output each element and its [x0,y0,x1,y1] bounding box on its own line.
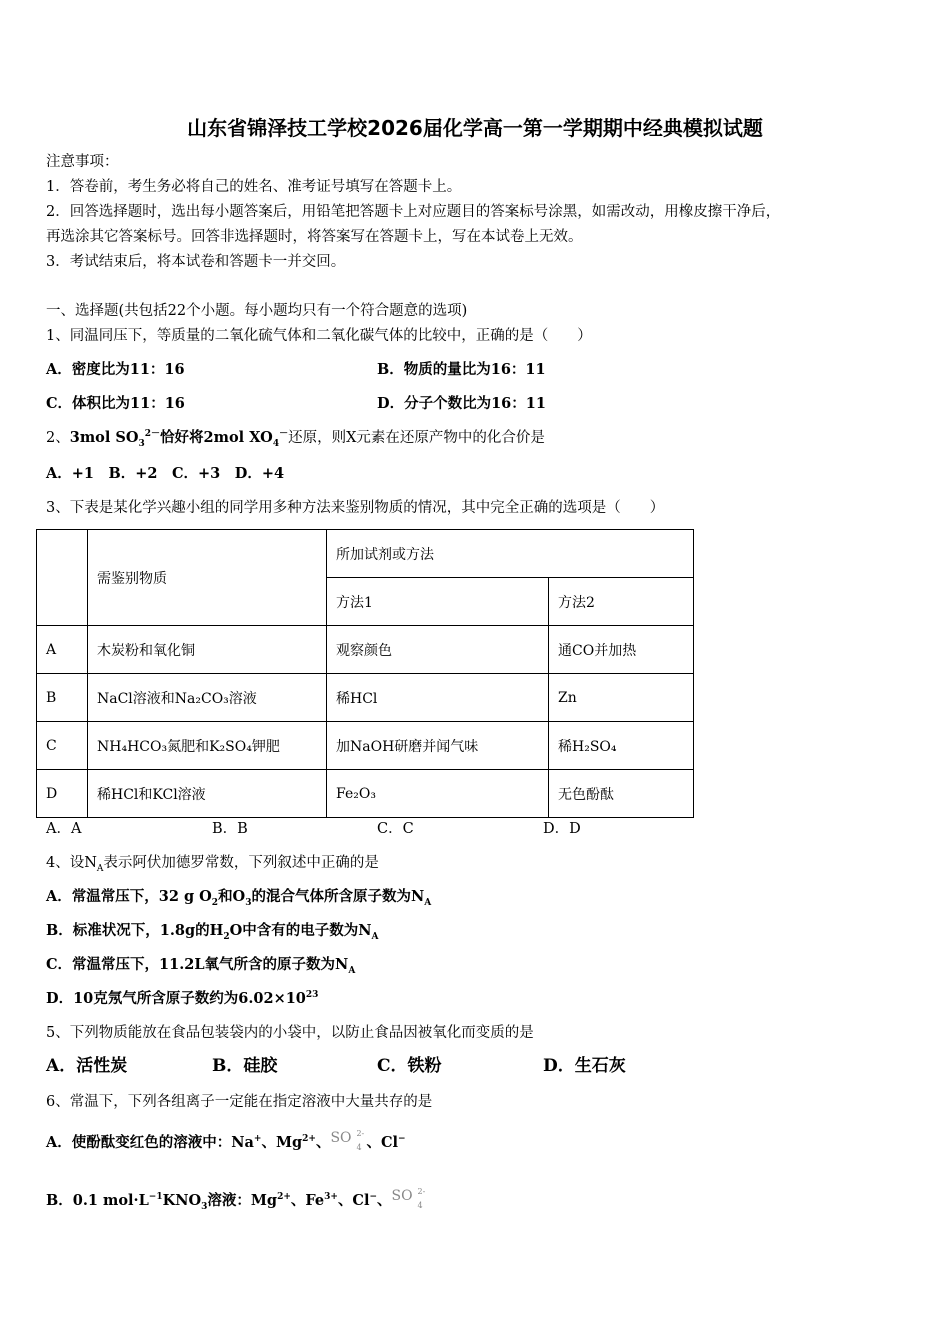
q4-option-d [46,989,318,1009]
q4-a-sub3: A [424,897,432,908]
table-row [37,722,694,770]
q2-sup1: 2－ [144,429,161,440]
table-row [37,770,694,818]
q4-c-sub: A [348,965,356,976]
sulfate-ion-subscript: 4 [417,1201,423,1210]
q1-option-c: C．体积比为11：16 [46,395,185,412]
notice-item-2-cont: 再选涂其它答案标号。回答非选择题时，将答案写在答题卡上，写在本试卷上无效。 [46,229,583,245]
table-row [37,674,694,722]
q2-stem [46,428,545,448]
notice-heading: 注意事项： [46,154,119,170]
q3-head-substance: 需鉴别物质 [88,530,327,626]
q2-part2: 恰好将2mol XO [160,429,273,446]
q4-a-text1: A．常温常压下，32 g O [46,888,212,905]
q4-a-sub1: 2 [211,897,219,908]
q3-stem: 3、下表是某化学兴趣小组的同学用多种方法来鉴别物质的情况，其中完全正确的选项是（ ） [46,500,665,516]
q3-option-c: C．C [377,821,414,837]
q3-head-method-1: 方法1 [327,578,549,626]
q4-stem-part1: 4、设N [46,855,97,871]
q4-a-sub2: 3 [245,897,252,908]
q1-option-d: D．分子个数比为16：11 [377,395,546,412]
q4-c-text: C．常温常压下，11.2L氧气所含的原子数为N [46,956,349,973]
q4-a-text2: 和O [218,888,246,905]
notice-item-2: 2．回答选择题时，选出每小题答案后，用铅笔把答题卡上对应题目的答案标号涂黑，如需改动，用橡皮擦干净后， [46,204,781,220]
q6-b-text2: KNO [162,1192,202,1209]
q3-row-key: B [37,674,88,722]
q6-b-text5: 、Cl [337,1192,370,1209]
q4-b-sub2: A [371,931,379,942]
q2-part3: 还原，则X元素在还原产物中的化合价是 [288,430,545,446]
q2-sub2: 4 [272,438,280,449]
q6-b-sup2: 3+ [324,1192,338,1203]
q4-stem [46,853,379,873]
q4-option-c [46,955,355,975]
q6-a-sup3: − [398,1134,406,1145]
notice-item-3: 3．考试结束后，将本试卷和答题卡一并交回。 [46,254,346,270]
q3-row-method-2: 无色酚酞 [549,770,694,818]
q3-row-substance: NH₄HCO₃氮肥和K₂SO₄钾肥 [88,722,327,770]
sulfate-ion-symbol: SO [330,1130,352,1146]
q4-option-b [46,921,378,941]
q3-option-b: B．B [212,821,248,837]
q5-option-c: C．铁粉 [377,1056,442,1076]
q6-a-text1: A．使酚酞变红色的溶液中：Na [46,1134,254,1151]
q3-row-method-1: 稀HCl [327,674,549,722]
q6-a-sep: 、 [315,1134,331,1151]
q5-option-a: A．活性炭 [46,1056,128,1076]
q6-a-sup1: + [253,1134,262,1145]
q3-option-a: A．A [46,821,82,837]
q4-b-sub1: 2 [223,931,230,942]
q4-b-text1: B．标准状况下，1.8g的H [46,922,224,939]
q3-row-method-2: 通CO并加热 [549,626,694,674]
q6-b-text4: 、Fe [290,1192,325,1209]
q4-stem-part2: 表示阿伏加德罗常数，下列叙述中正确的是 [103,855,379,871]
q4-a-text3: 的混合气体所含原子数为N [251,888,425,905]
q3-row-substance: NaCl溶液和Na₂CO₃溶液 [88,674,327,722]
q2-options: A．+1 B．+2 C．+3 D．+4 [46,465,285,482]
table-row [37,626,694,674]
q2-sub1: 3 [138,438,145,449]
q3-row-method-1: Fe₂O₃ [327,770,549,818]
sulfate-ion-charge: 2- [417,1187,426,1196]
q3-table-corner [37,530,88,626]
sulfate-ion-charge: 2- [356,1129,365,1138]
q2-part1: 3mol SO [69,429,139,446]
q3-head-method: 所加试剂或方法 [327,530,694,578]
q5-option-d: D．生石灰 [543,1056,626,1076]
q3-row-method-2: Zn [549,674,694,722]
q4-option-a [46,887,431,907]
q3-row-substance: 稀HCl和KCl溶液 [88,770,327,818]
section-heading: 一、选择题(共包括22个小题。每小题均只有一个符合题意的选项) [46,303,468,319]
q4-d-sup: 23 [305,990,319,1001]
q6-b-text1: B．0.1 mol·L [46,1192,149,1209]
q6-a-text3: 、Cl [366,1134,399,1151]
q6-b-text3: 溶液：Mg [207,1192,278,1209]
sulfate-ion-symbol: SO [391,1188,413,1204]
q4-d-text: D．10克氖气所含原子数约为6.02×10 [46,990,306,1007]
sulfate-ion-image [392,1186,428,1216]
q3-row-key: C [37,722,88,770]
q6-a-text2: 、Mg [261,1134,303,1151]
q4-stem-sub: A [96,863,104,874]
q3-row-method-1: 观察颜色 [327,626,549,674]
q3-head-method-2: 方法2 [549,578,694,626]
q1-option-a: A．密度比为11：16 [46,361,185,378]
page-title: 山东省锦泽技工学校2026届化学高一第一学期期中经典模拟试题 [187,116,763,140]
q1-option-b: B．物质的量比为16：11 [377,361,546,378]
q3-row-key: A [37,626,88,674]
sulfate-ion-image [330,1128,366,1158]
q1-stem: 1、同温同压下，等质量的二氧化硫气体和二氧化碳气体的比较中，正确的是（ ） [46,328,592,344]
q3-row-key: D [37,770,88,818]
q2-sup2: － [279,429,289,440]
q5-option-b: B．硅胶 [212,1056,278,1076]
q6-option-b [46,1186,428,1216]
q3-option-d: D．D [543,821,581,837]
q6-b-sup1: 2+ [277,1192,291,1203]
sulfate-ion-subscript: 4 [356,1143,362,1152]
q6-b-sup3: − [369,1192,378,1203]
q6-option-a [46,1128,406,1158]
q3-row-method-2: 稀H₂SO₄ [549,722,694,770]
q6-b-sub0: 3 [201,1201,208,1212]
q2-number: 2、 [46,430,70,446]
q6-b-sep: 、 [377,1192,392,1209]
q6-b-sup0: −1 [148,1192,163,1203]
q5-stem: 5、下列物质能放在食品包装袋内的小袋中，以防止食品因被氧化而变质的是 [46,1025,534,1041]
q6-stem: 6、常温下，下列各组离子一定能在指定溶液中大量共存的是 [46,1094,433,1110]
notice-item-1: 1．答卷前，考生务必将自己的姓名、准考证号填写在答题卡上。 [46,179,462,195]
q6-a-sup2: 2+ [302,1134,316,1145]
q4-b-text2: O中含有的电子数为N [229,922,372,939]
q3-table [36,529,694,818]
q3-row-substance: 木炭粉和氧化铜 [88,626,327,674]
q3-row-method-1: 加NaOH研磨并闻气味 [327,722,549,770]
